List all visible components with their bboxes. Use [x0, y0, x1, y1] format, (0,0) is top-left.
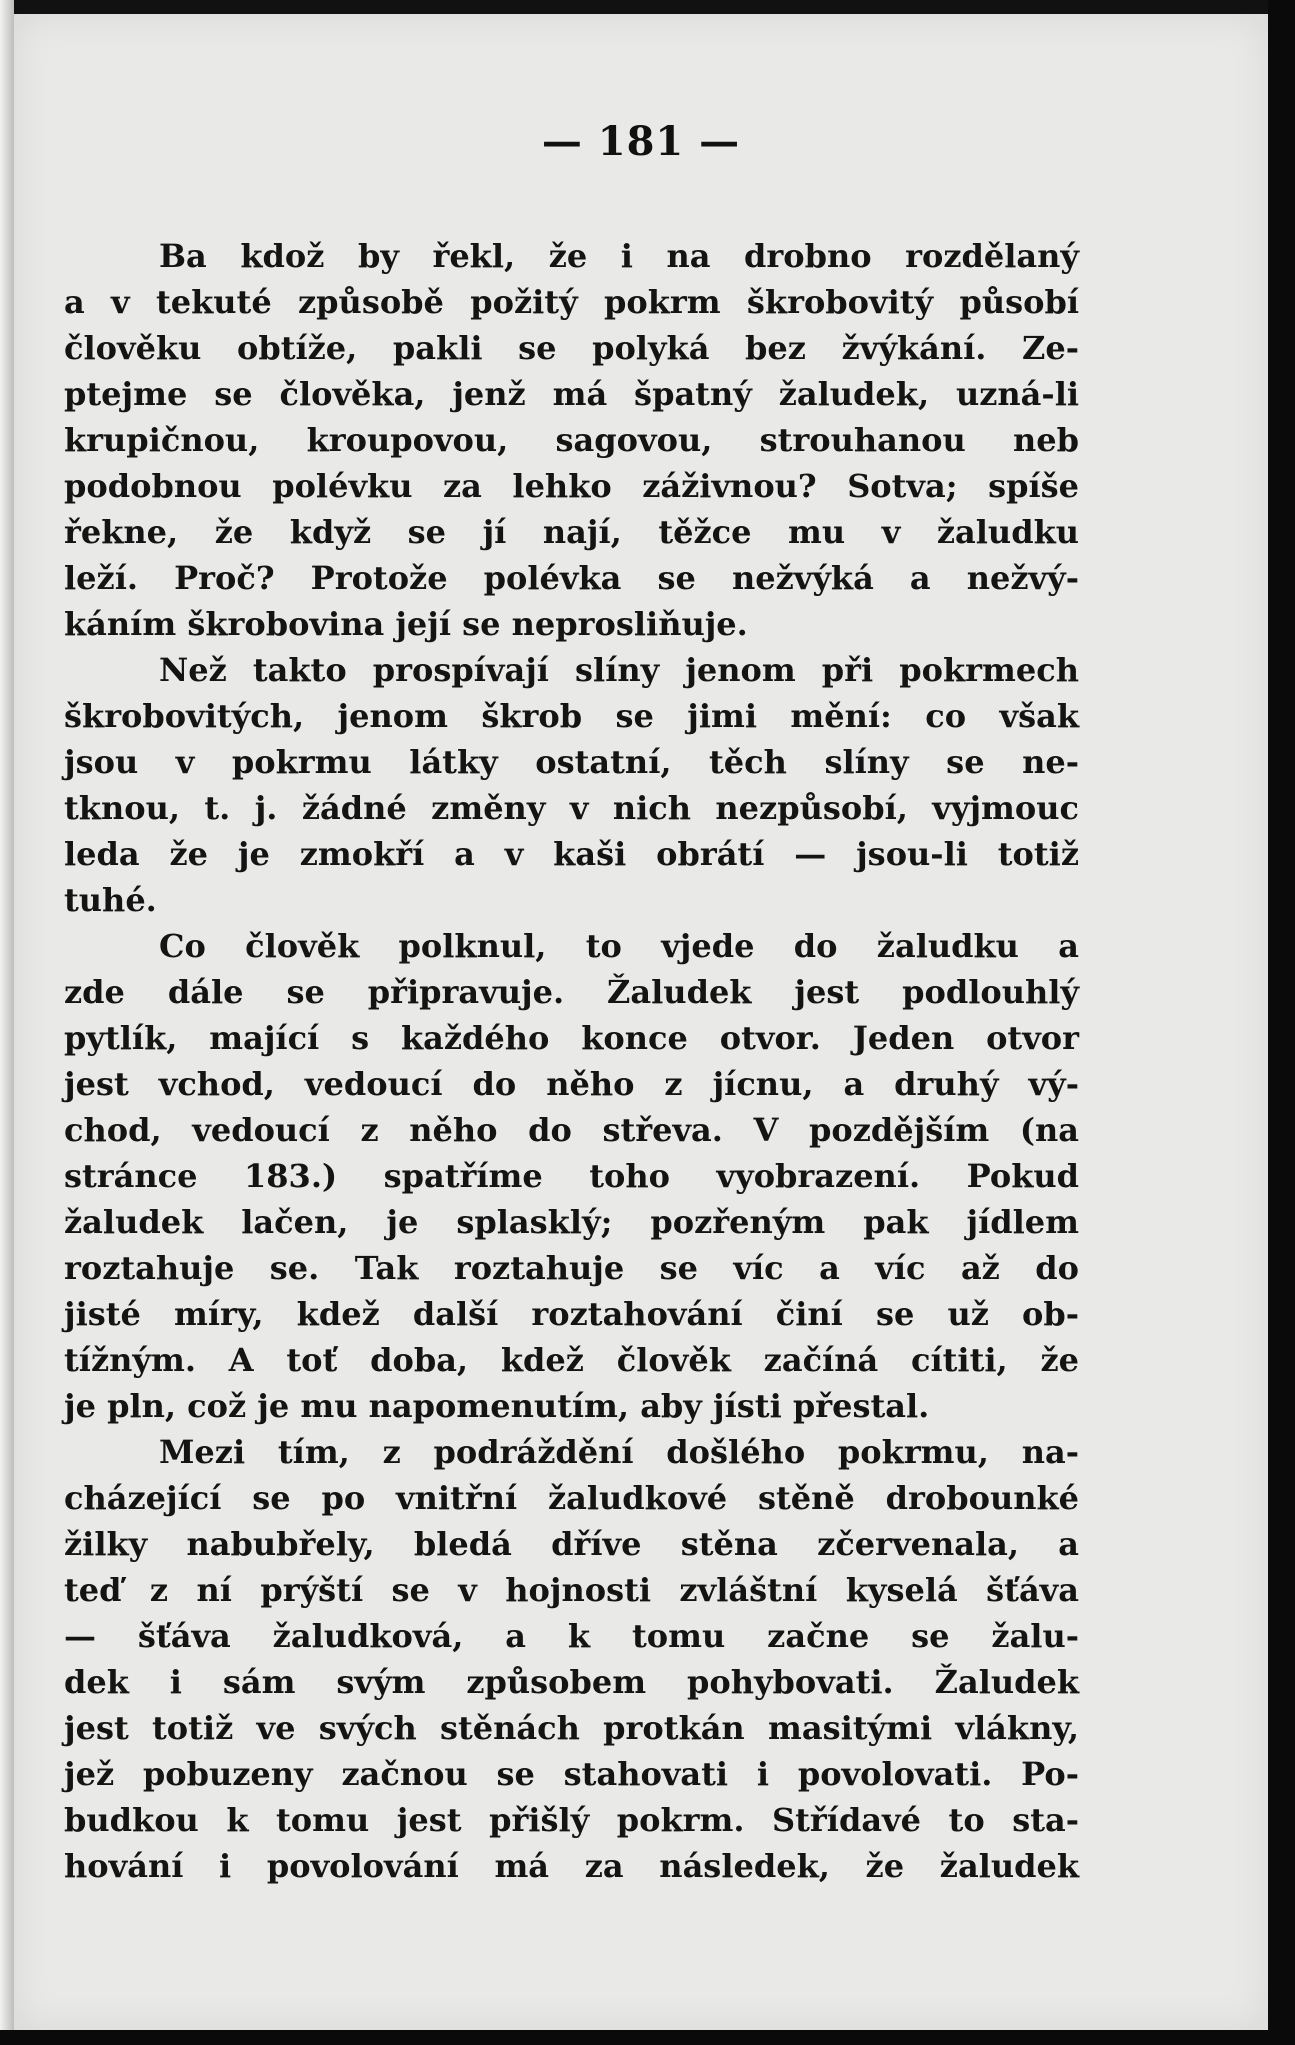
text-line: jest totiž ve svých stěnách protkán masitými vlákny, [64, 1709, 1079, 1747]
text-line: Než takto prospívají slíny jenom při pokrmech [159, 651, 1079, 689]
text-line: škrobovitých, jenom škrob se jimi mění: co však [64, 697, 1079, 735]
text-line: jsou v pokrmu látky ostatní, těch slíny se ne- [64, 743, 1079, 781]
body-text [64, 233, 1079, 1889]
text-line: Mezi tím, z podráždění došlého pokrmu, na- [159, 1433, 1079, 1471]
text-line: je pln, což je mu napomenutím, aby jísti přestal. [64, 1387, 930, 1425]
text-line: jisté míry, kdež další roztahování činí se už ob- [64, 1295, 1079, 1333]
text-line: — šťáva žaludková, a k tomu začne se žalu- [64, 1617, 1079, 1655]
text-line: tuhé. [64, 881, 157, 919]
text-line: káním škrobovina její se neprosliňuje. [64, 605, 748, 643]
text-line: leží. Proč? Protože polévka se nežvýká a nežvý- [64, 559, 1079, 597]
text-line: budkou k tomu jest přišlý pokrm. Střídavé to sta- [64, 1801, 1079, 1839]
text-line: ptejme se člověka, jenž má špatný žaludek, uzná-li [64, 375, 1079, 413]
text-line: žaludek lačen, je splasklý; pozřeným pak jídlem [64, 1203, 1079, 1241]
text-line: tknou, t. j. žádné změny v nich nezpůsobí, vyjmouc [64, 789, 1079, 827]
text-line: řekne, že když se jí nají, těžce mu v žaludku [64, 513, 1079, 551]
scan-border-bottom [0, 2030, 1295, 2045]
text-line: jest vchod, vedoucí do něho z jícnu, a druhý vý- [64, 1065, 1079, 1103]
text-line: hování i povolování má za následek, že žaludek [64, 1847, 1079, 1885]
scan-border-right [1268, 0, 1295, 2045]
text-line: leda že je zmokří a v kaši obrátí — jsou-li totiž [64, 835, 1079, 873]
text-line: cházející se po vnitřní žaludkové stěně drobounké [64, 1479, 1079, 1517]
text-line: Ba kdož by řekl, že i na drobno rozdělaný [159, 237, 1079, 275]
page-number: — 181 — [541, 118, 741, 165]
text-line: člověku obtíže, pakli se polyká bez žvýkání. Ze- [64, 329, 1079, 367]
page-edge-left [0, 0, 14, 2045]
text-line: stránce 183.) spatříme toho vyobrazení. Pokud [64, 1157, 1079, 1195]
text-line: Co člověk polknul, to vjede do žaludku a [159, 927, 1079, 965]
text-line: pytlík, mající s každého konce otvor. Jeden otvor [64, 1019, 1079, 1057]
text-line: a v tekuté způsobě požitý pokrm škrobovitý působí [64, 283, 1079, 321]
text-line: žilky nabubřely, bledá dříve stěna zčervenala, a [64, 1525, 1079, 1563]
text-line: dek i sám svým způsobem pohybovati. Žaludek [64, 1663, 1079, 1701]
text-line: zde dále se připravuje. Žaludek jest podlouhlý [64, 973, 1079, 1011]
text-line: podobnou polévku za lehko záživnou? Sotva; spíše [64, 467, 1079, 505]
text-line: jež pobuzeny začnou se stahovati i povolovati. Po- [64, 1755, 1079, 1793]
text-line: tížným. A toť doba, kdež člověk začíná cítiti, že [64, 1341, 1079, 1379]
book-page [14, 14, 1268, 2030]
text-line: krupičnou, kroupovou, sagovou, strouhanou neb [64, 421, 1079, 459]
text-line: chod, vedoucí z něho do střeva. V pozdějším (na [64, 1111, 1079, 1149]
text-line: roztahuje se. Tak roztahuje se víc a víc až do [64, 1249, 1079, 1287]
text-line: teď z ní prýští se v hojnosti zvláštní kyselá šťáva [64, 1571, 1079, 1609]
